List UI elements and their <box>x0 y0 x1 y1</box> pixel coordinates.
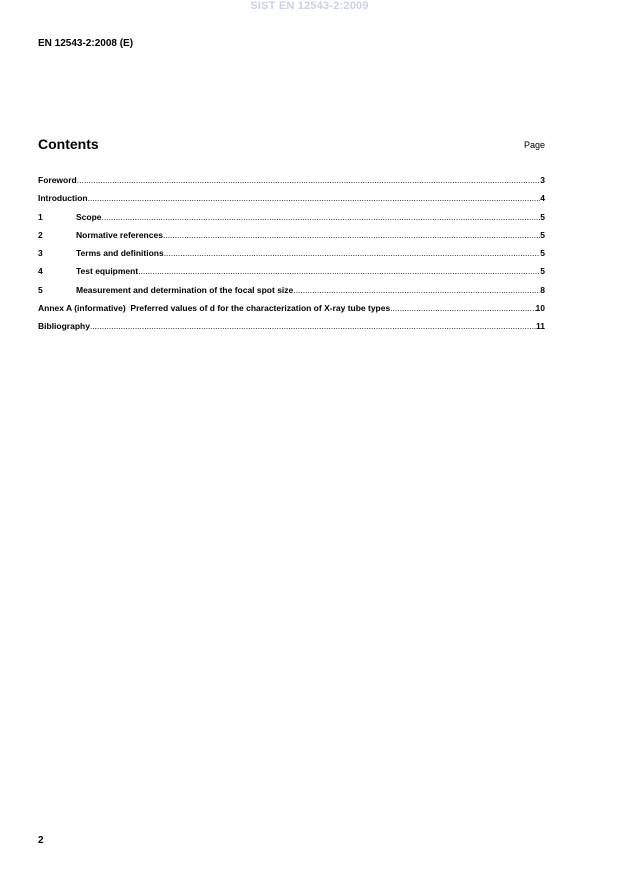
toc-entry-title: Annex A (informative) Preferred values of d for the characterization of X-ray tube types <box>38 303 391 314</box>
toc-leader-dots <box>90 321 536 331</box>
toc-entry-foreword[interactable] <box>38 175 545 193</box>
toc-entry-annex-a[interactable] <box>38 303 545 321</box>
toc-entry-title: Terms and definitions <box>76 248 164 259</box>
toc-entry-number: 4 <box>38 266 43 277</box>
table-of-contents <box>38 175 545 340</box>
toc-entry-bibliography[interactable] <box>38 321 545 339</box>
toc-entry-title: Normative references <box>76 229 163 240</box>
toc-leader-dots <box>293 285 540 295</box>
toc-entry-terms-and-definitions[interactable] <box>38 248 545 266</box>
toc-entry-title: Bibliography <box>38 321 90 332</box>
toc-entry-number: 5 <box>38 284 43 295</box>
toc-entry-title: Measurement and determination of the focal spot size <box>76 284 294 295</box>
toc-entry-title: Introduction <box>38 193 88 204</box>
page-column-label: Page <box>523 140 545 150</box>
toc-entry-page: 5 <box>540 229 545 240</box>
page-number: 2 <box>38 835 44 846</box>
toc-entry-page: 8 <box>540 284 545 295</box>
toc-entry-number: 2 <box>38 229 43 240</box>
contents-heading: Contents <box>38 136 99 152</box>
toc-entry-title: Scope <box>76 211 102 222</box>
toc-entry-page: 5 <box>540 248 545 259</box>
toc-leader-dots <box>390 303 535 313</box>
toc-leader-dots <box>88 193 541 203</box>
toc-entry-title: Test equipment <box>76 266 139 277</box>
toc-entry-title: Foreword <box>38 175 77 185</box>
toc-entry-page: 5 <box>540 266 545 277</box>
toc-entry-normative-references[interactable] <box>38 230 545 248</box>
toc-entry-page: 3 <box>540 175 545 185</box>
toc-leader-dots <box>102 212 541 222</box>
toc-entry-page: 5 <box>540 211 545 222</box>
toc-entry-measurement[interactable] <box>38 285 545 303</box>
watermark: SIST EN 12543-2:2009 <box>250 0 369 12</box>
toc-entry-page: 10 <box>535 303 545 314</box>
toc-entry-number: 1 <box>38 211 43 222</box>
toc-entry-page: 4 <box>540 193 545 204</box>
toc-leader-dots <box>163 230 540 240</box>
toc-leader-dots <box>77 175 541 185</box>
toc-entry-page: 11 <box>536 321 545 332</box>
document-id: EN 12543-2:2008 (E) <box>38 38 134 49</box>
toc-leader-dots <box>164 248 541 258</box>
toc-entry-test-equipment[interactable] <box>38 266 545 284</box>
toc-entry-scope[interactable] <box>38 212 545 230</box>
toc-entry-number: 3 <box>38 248 43 259</box>
toc-entry-introduction[interactable] <box>38 193 545 211</box>
toc-leader-dots <box>138 266 540 276</box>
